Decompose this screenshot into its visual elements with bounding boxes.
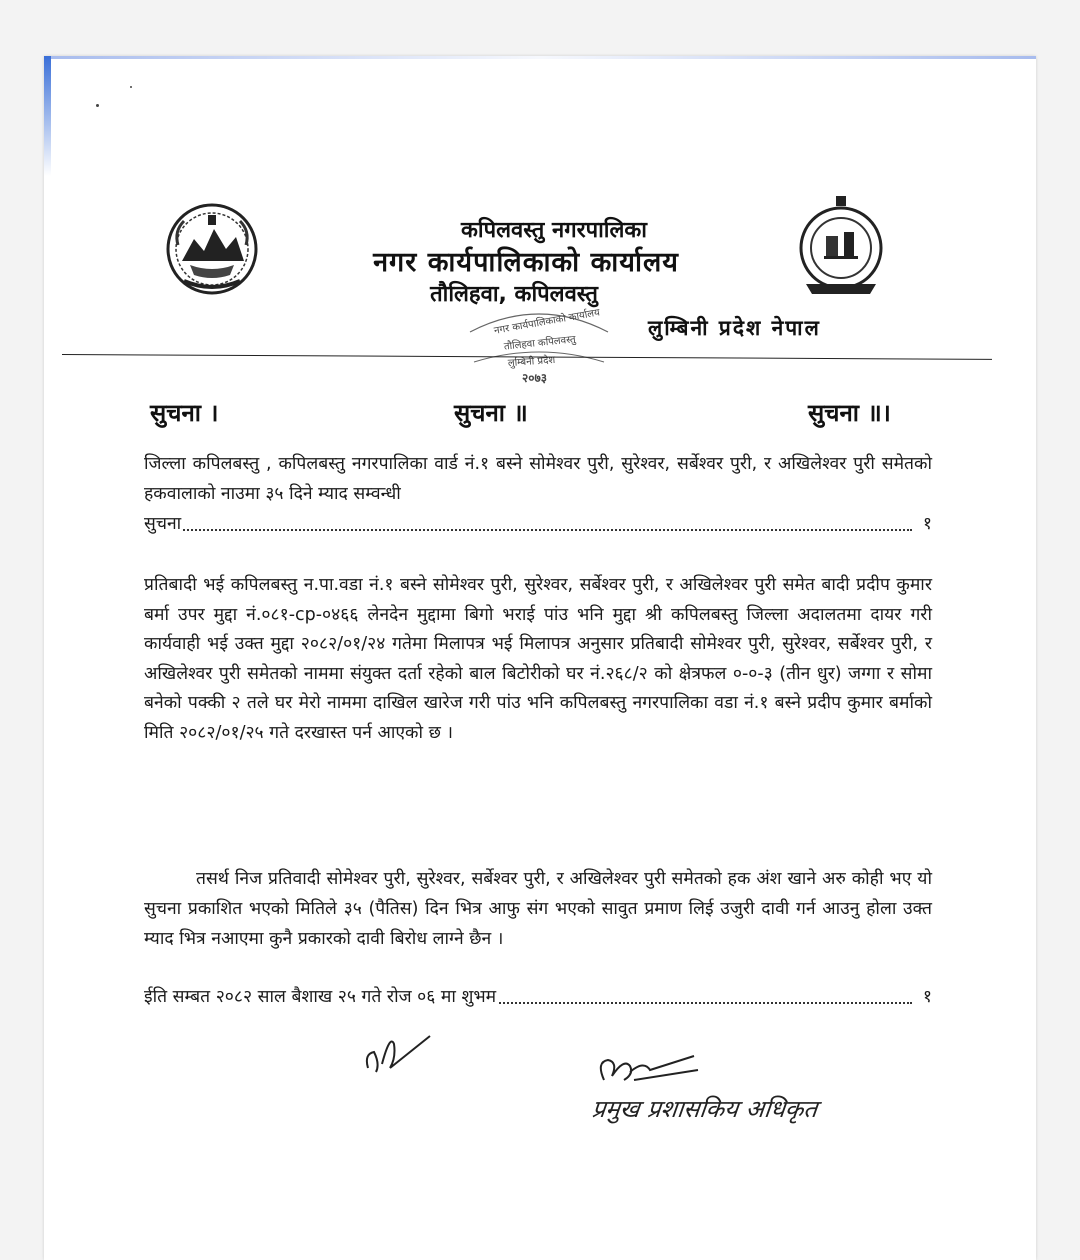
notice-subject (144, 449, 932, 539)
date-line-text: ईति सम्बत २०८२ साल बैशाख २५ गते रोज ०६ मा शुभम (144, 987, 497, 1007)
office-address: तौलिहवा, कपिलवस्तु (430, 282, 598, 307)
document-page (44, 56, 1036, 1260)
subject-line-2: सर्बेश्वर पुरी, र अखिलेश्वर पुरी समेतको हकवालाको नाउमा ३५ दिने म्याद सम्वन्धी (144, 454, 932, 504)
date-dot-line (144, 982, 932, 1012)
notice-body-second: तसर्थ निज प्रतिवादी सोमेश्वर पुरी, सुरेश्वर, सर्बेश्वर पुरी, र अखिलेश्वर पुरी समेतको हक अंश खाने अरु कोही भए यो सुचना प्रकाशित भएको मितिले ३५ (पैतिस) दिन भित्र आफु संग भएको सावुत प्रमाण लिई उजुरी दावी गर्न आउनु होला उक्त म्याद भित्र नआएमा कुनै प्रकारको दावी बिरोध लाग्ने छैन । (144, 869, 932, 949)
date-line-end-number: १ (919, 982, 932, 1012)
notice-title-1: सुचना । (150, 399, 219, 427)
municipality-logo-icon (796, 192, 886, 302)
officer-signature-icon (594, 1052, 704, 1088)
stamp-province-text: लुम्बिनी प्रदेश (507, 354, 556, 370)
municipality-name: कपिलवस्तु नगरपालिका (461, 218, 647, 243)
subject-end-line (144, 509, 932, 539)
scan-edge-left (44, 56, 51, 176)
notice-title-3: सुचना ॥। (808, 399, 891, 427)
scan-speck (96, 104, 99, 107)
officer-title: प्रमुख प्रशासकिय अधिकृत (590, 1095, 819, 1123)
province-name: लुम्बिनी प्रदेश नेपाल (648, 316, 821, 340)
office-name: नगर कार्यपालिकाको कार्यालय (373, 247, 679, 278)
subject-line-3: सुचना (144, 514, 182, 534)
stamp-address-text: तौलिहवा कपिलवस्तु (503, 334, 577, 353)
office-stamp-icon (464, 302, 614, 386)
subject-line-1: जिल्ला कपिलबस्तु , कपिलबस्तु नगरपालिका वार्ड नं.१ बस्ने सोमेश्वर पुरी, सुरेश्वर, (144, 454, 671, 474)
notice-date-line (144, 982, 932, 1012)
stamp-year-text: २०७३ (522, 371, 547, 385)
stamp-office-text: नगर कार्यपालिकाको कार्यालय (493, 307, 601, 337)
subject-end-number: १ (919, 509, 932, 539)
notice-title-2: सुचना ॥ (454, 399, 528, 427)
scan-speck (130, 86, 132, 88)
nepal-emblem-icon (164, 201, 260, 297)
scan-edge-top (44, 56, 1036, 59)
initial-signature-icon (360, 1024, 434, 1078)
notice-body-main: प्रतिबादी भई कपिलबस्तु न.पा.वडा नं.१ बस्ने सोमेश्वर पुरी, सुरेश्वर, सर्बेश्वर पुरी, र अखिलेश्वर पुरी समेत बादी प्रदीप कुमार बर्मा उपर मुद्दा नं.०८१-cp-०४६६ लेनदेन मुद्दामा बिगो भराई पांउ भनि मुद्दा श्री कपिलबस्तु जिल्ला अदालतमा दायर गरी कार्यवाही भई उक्त मुद्दा २०८२/०१/२४ गतेमा मिलापत्र भई मिलापत्र अनुसार प्रतिबादी सोमेश्वर पुरी, सुरेश्वर, सर्बेश्वर पुरी, र अखिलेश्वर पुरी समेतको नाममा संयुक्त दर्ता रहेको बाल बिटोरीको घर नं.२६८/२ को क्षेत्रफल ०-०-३ (तीन धुर) जग्गा र सोमा बनेको पक्की २ तले घर मेरो नाममा दाखिल खारेज गरी पांउ भनि कपिलबस्तु नगरपालिका वडा नं.१ बस्ने प्रदीप कुमार बर्माको मिति २०८२/०१/२५ गते दरखास्त पर्न आएको छ । (144, 575, 932, 743)
